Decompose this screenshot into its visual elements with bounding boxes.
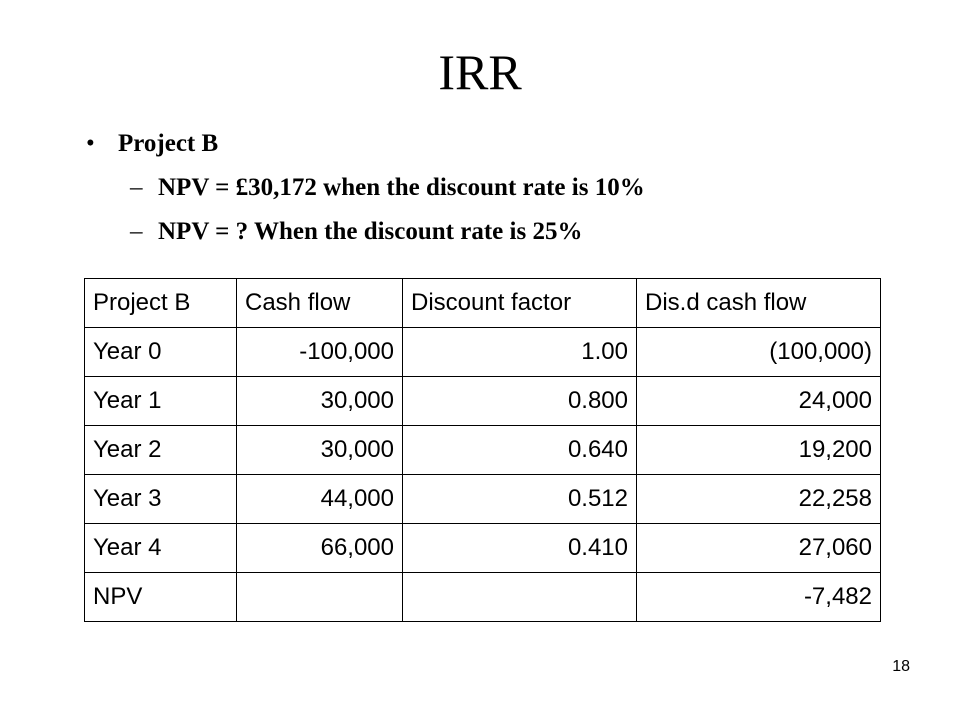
page-number: 18: [892, 658, 910, 675]
cell-discount-factor: 0.800: [403, 377, 637, 426]
npv-table: [84, 278, 881, 622]
table-row: [85, 328, 881, 377]
table-row: [85, 426, 881, 475]
cell-discounted-cash-flow: 24,000: [637, 377, 881, 426]
cell-npv-total: -7,482: [637, 573, 881, 622]
cell-discount-factor: 0.640: [403, 426, 637, 475]
sub-bullet-1: [130, 172, 645, 204]
cell-cash-flow: 30,000: [237, 377, 403, 426]
table-row: [85, 377, 881, 426]
cell-period: Year 2: [85, 426, 237, 475]
bullet-main-text: Project B: [118, 130, 219, 157]
cell-discounted-cash-flow: 27,060: [637, 524, 881, 573]
sub-bullet-1-text: NPV = £30,172 when the discount rate is 10%: [158, 174, 645, 201]
cell-cash-flow: -100,000: [237, 328, 403, 377]
cell-discount-factor: [403, 573, 637, 622]
table-row-npv: [85, 573, 881, 622]
bullet-dot-icon: •: [86, 130, 95, 157]
bullet-main: [86, 128, 218, 160]
cell-discount-factor: 0.410: [403, 524, 637, 573]
header-cash-flow: Cash flow: [237, 279, 403, 328]
cell-period: NPV: [85, 573, 237, 622]
slide-title: IRR: [438, 44, 522, 100]
cell-period: Year 0: [85, 328, 237, 377]
table-header-row: [85, 279, 881, 328]
cell-period: Year 3: [85, 475, 237, 524]
cell-cash-flow: [237, 573, 403, 622]
bullet-list: [0, 0, 960, 260]
sub-bullet-2: [130, 216, 582, 248]
sub-bullet-2-text: NPV = ? When the discount rate is 25%: [158, 218, 583, 245]
cell-discount-factor: 1.00: [403, 328, 637, 377]
cell-discount-factor: 0.512: [403, 475, 637, 524]
header-discounted-cash-flow: Dis.d cash flow: [637, 279, 881, 328]
cell-cash-flow: 30,000: [237, 426, 403, 475]
cell-cash-flow: 44,000: [237, 475, 403, 524]
table-row: [85, 475, 881, 524]
header-project: Project B: [85, 279, 237, 328]
cell-discounted-cash-flow: 22,258: [637, 475, 881, 524]
cell-period: Year 1: [85, 377, 237, 426]
cell-period: Year 4: [85, 524, 237, 573]
dash-icon: –: [130, 174, 143, 201]
dash-icon: –: [130, 218, 143, 245]
table-row: [85, 524, 881, 573]
header-discount-factor: Discount factor: [403, 279, 637, 328]
cell-discounted-cash-flow: (100,000): [637, 328, 881, 377]
cell-cash-flow: 66,000: [237, 524, 403, 573]
cell-discounted-cash-flow: 19,200: [637, 426, 881, 475]
